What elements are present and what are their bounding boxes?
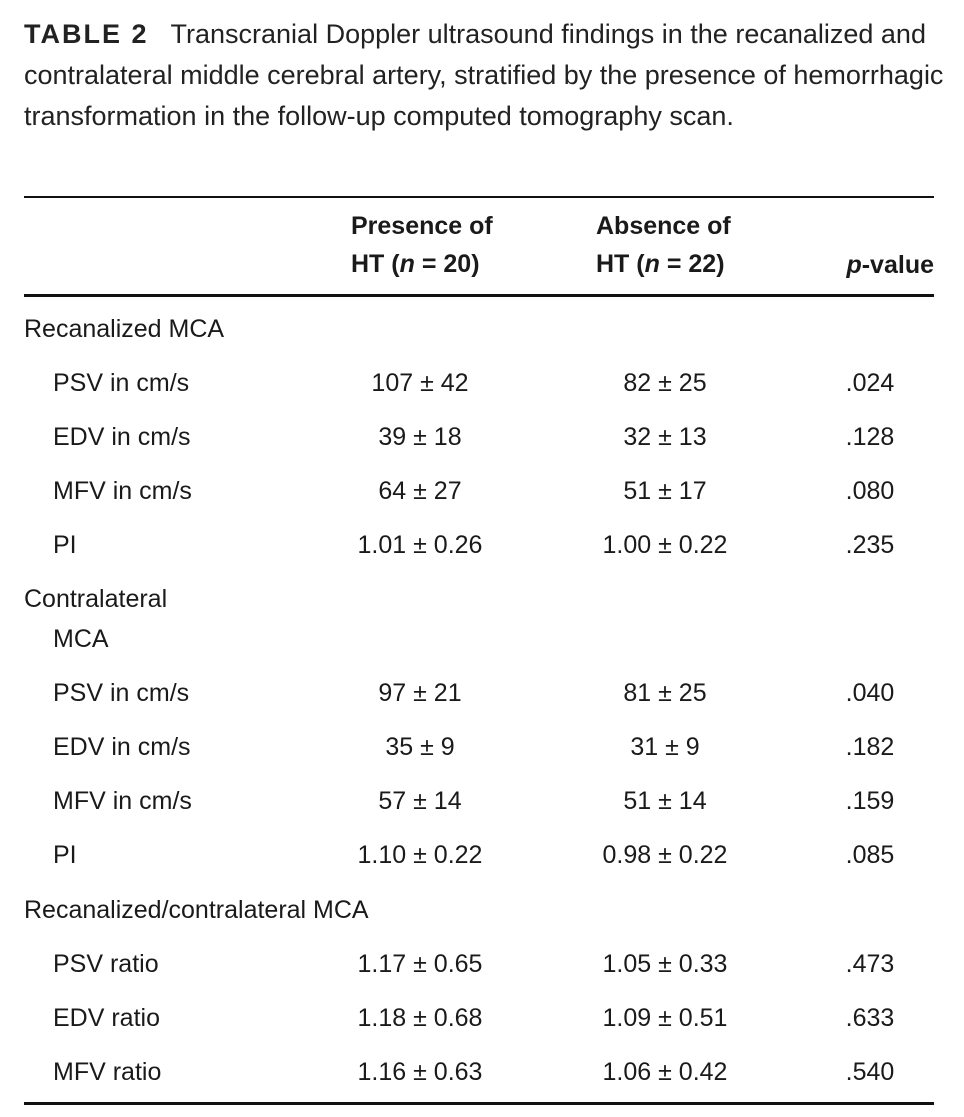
header-presence-line2: HT (n = 20) (351, 250, 480, 278)
header-presence-line1: Presence of (351, 212, 493, 240)
table-row: MFV in cm/s 64 ± 27 51 ± 17 .080 (53, 477, 895, 505)
table-row: PI 1.10 ± 0.22 0.98 ± 0.22 .085 (53, 841, 895, 869)
table-label: TABLE 2 (24, 19, 149, 49)
section-contralateral-mca: MCA (53, 625, 109, 653)
table-row: EDV in cm/s 39 ± 18 32 ± 13 .128 (53, 423, 895, 451)
table-row: EDV ratio 1.18 ± 0.68 1.09 ± 0.51 .633 (53, 1004, 895, 1032)
section-contralateral: Contralateral (24, 585, 168, 613)
table-row: MFV in cm/s 57 ± 14 51 ± 14 .159 (53, 787, 895, 815)
header-presence-of-ht (351, 207, 493, 283)
header-p-value: p-value (846, 251, 934, 279)
table-row: PI 1.01 ± 0.26 1.00 ± 0.22 .235 (53, 531, 895, 559)
header-rule (24, 294, 934, 297)
table-row: PSV in cm/s 97 ± 21 81 ± 25 .040 (53, 679, 895, 707)
section-ratio: Recanalized/contralateral MCA (24, 896, 369, 924)
bottom-rule (24, 1102, 934, 1105)
table-caption (24, 14, 944, 137)
section-recanalized-mca: Recanalized MCA (24, 315, 225, 343)
caption-text: Transcranial Doppler ultrasound findings in the recanalized and contralateral middle cerebral artery, stratified by the presence of hemorrhagic transformation in the follow-up computed tomography scan. (24, 19, 944, 131)
table-row: PSV in cm/s 107 ± 42 82 ± 25 .024 (53, 369, 895, 397)
table-row: PSV ratio 1.17 ± 0.65 1.05 ± 0.33 .473 (53, 950, 895, 978)
header-absence-line2: HT (n = 22) (596, 250, 725, 278)
table-row: MFV ratio 1.16 ± 0.63 1.06 ± 0.42 .540 (53, 1058, 895, 1086)
top-rule (24, 196, 934, 198)
header-absence-of-ht (596, 207, 731, 283)
table-row: EDV in cm/s 35 ± 9 31 ± 9 .182 (53, 733, 895, 761)
header-absence-line1: Absence of (596, 212, 731, 240)
